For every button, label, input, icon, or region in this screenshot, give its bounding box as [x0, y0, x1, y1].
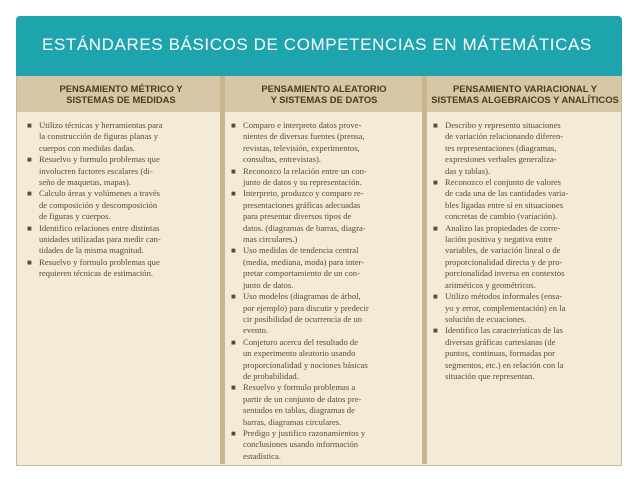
list-item-text: Identifico las características de las diversas gráficas cartesianas (de puntos, continuas, formadas por segmentos, etc.) en relación con la situación que representan. [445, 325, 564, 381]
standards-table [16, 76, 622, 466]
list-item-text: Resuelvo y formulo problemas que requieren técnicas de estimación. [39, 256, 160, 279]
list-item-text: Describo y represento situaciones de variación relacionando diferen- tes representaciones (diagramas, expresiones verbales generaliza- das y tablas). [445, 120, 564, 176]
bullet-icon: ■ [27, 121, 32, 130]
list-item-text: Resuelvo y formulo problemas que involucren factores escalares (di- seño de maquetas, mapas). [39, 154, 160, 188]
column-variacional [431, 120, 619, 382]
list-item [431, 223, 619, 291]
column-header-aleatorio: PENSAMIENTO ALEATORIO Y SISTEMAS DE DATOS [261, 83, 387, 105]
list-item [431, 177, 619, 223]
list-item-text: Utilizo métodos informales (ensa- yo y error, complementación) en la solución de ecuaciones. [445, 291, 566, 324]
list-item-text: Analizo las propiedades de corre- lación positiva y negativa entre variables, de variación lineal o de proporcionalidad directa y de pro- porcionalidad inversa en contextos aritméticos y geométricos. [445, 222, 565, 290]
bullet-icon: ■ [231, 121, 236, 130]
column-divider [220, 76, 225, 464]
bullet-icon: ■ [231, 166, 236, 176]
bullet-icon: ■ [433, 223, 438, 233]
list-item [431, 291, 619, 325]
list-item-text: Calculo áreas y volúmenes a través de composición y descomposición de figuras y cuerpos. [39, 188, 160, 222]
bullet-icon: ■ [231, 246, 236, 256]
list-item [25, 223, 215, 257]
list-item [229, 188, 419, 245]
list-item-text: Conjeturo acerca del resultado de un experimento aleatorio usando proporcionalidad y nociones básicas de probabilidad. [243, 336, 368, 381]
bullet-icon: ■ [231, 428, 236, 438]
list-item [229, 428, 419, 462]
list-item-text: Uso modelos (diagramas de árbol, por ejemplo) para discutir y predecir cir posibilidad de ocurrencia de un evento. [243, 291, 369, 336]
bullet-icon: ■ [433, 121, 438, 130]
list-item-text: Resuelvo y formulo problemas a partir de un conjunto de datos pre- sentados en tablas, diagramas de barras, diagramas circulares. [243, 382, 362, 427]
bullet-icon: ■ [27, 189, 32, 199]
list-item [229, 337, 419, 383]
list-item-text: Identifico relaciones entre distintas unidades utilizadas para medir can- tidades de la misma magnitud. [39, 222, 161, 256]
list-item [25, 120, 215, 154]
list-item-text: Reconozco el conjunto de valores de cada una de las cantidades varia- bles ligadas entre sí en situaciones concretas de cambio (variación). [445, 177, 569, 222]
list-item-text: Uso medidas de tendencia central (media, mediana, moda) para inter- pretar comportamiento de un con- junto de datos. [243, 245, 365, 290]
column-aleatorio [229, 120, 419, 462]
list-item [229, 245, 419, 291]
bullet-icon: ■ [231, 337, 236, 347]
list-item-text: Reconozco la relación entre un con- junto de datos y su representación. [243, 165, 367, 188]
title-bar [16, 16, 622, 76]
column-header-variacional: PENSAMIENTO VARIACIONAL Y SISTEMAS ALGEBRAICOS Y ANALÍTICOS [431, 83, 619, 105]
list-item [25, 257, 215, 280]
list-item-text: Interpreto, produzco y comparo re- presentaciones gráficas adecuadas para presentar diversos tipos de datos. (diagramas de barras, diagra- mas circulares.) [243, 188, 366, 245]
bullet-icon: ■ [27, 257, 32, 267]
column-divider [422, 76, 427, 464]
bullet-icon: ■ [231, 292, 236, 302]
bullet-icon: ■ [433, 292, 438, 302]
list-item [229, 291, 419, 337]
list-item-text: Utilizo técnicas y herramientas para la construcción de figuras planas y cuerpos con medidas dadas. [39, 120, 163, 153]
bullet-icon: ■ [433, 178, 438, 188]
list-item [25, 154, 215, 188]
bullet-icon: ■ [231, 189, 236, 199]
bullet-icon: ■ [433, 326, 438, 336]
list-item [431, 325, 619, 382]
bullet-icon: ■ [27, 155, 32, 165]
column-header-metrico: PENSAMIENTO MÉTRICO Y SISTEMAS DE MEDIDAS [59, 83, 183, 105]
list-item [431, 120, 619, 177]
bullet-icon: ■ [231, 383, 236, 393]
list-item [229, 120, 419, 166]
list-item-text: Comparo e interpreto datos prove- nientes de diversas fuentes (prensa, revistas, televisión, experimentos, consultas, entrevistas). [243, 120, 365, 165]
list-item [25, 188, 215, 222]
slide-title: ESTÁNDARES BÁSICOS DE COMPETENCIAS EN MÁTEMÁTICAS [42, 35, 592, 54]
list-item [229, 382, 419, 428]
list-item [229, 166, 419, 189]
column-metrico [25, 120, 215, 280]
bullet-icon: ■ [27, 223, 32, 233]
table-header-row [17, 76, 621, 112]
list-item-text: Predigo y justifico razonamientos y conclusiones usando información estadística. [243, 427, 366, 461]
